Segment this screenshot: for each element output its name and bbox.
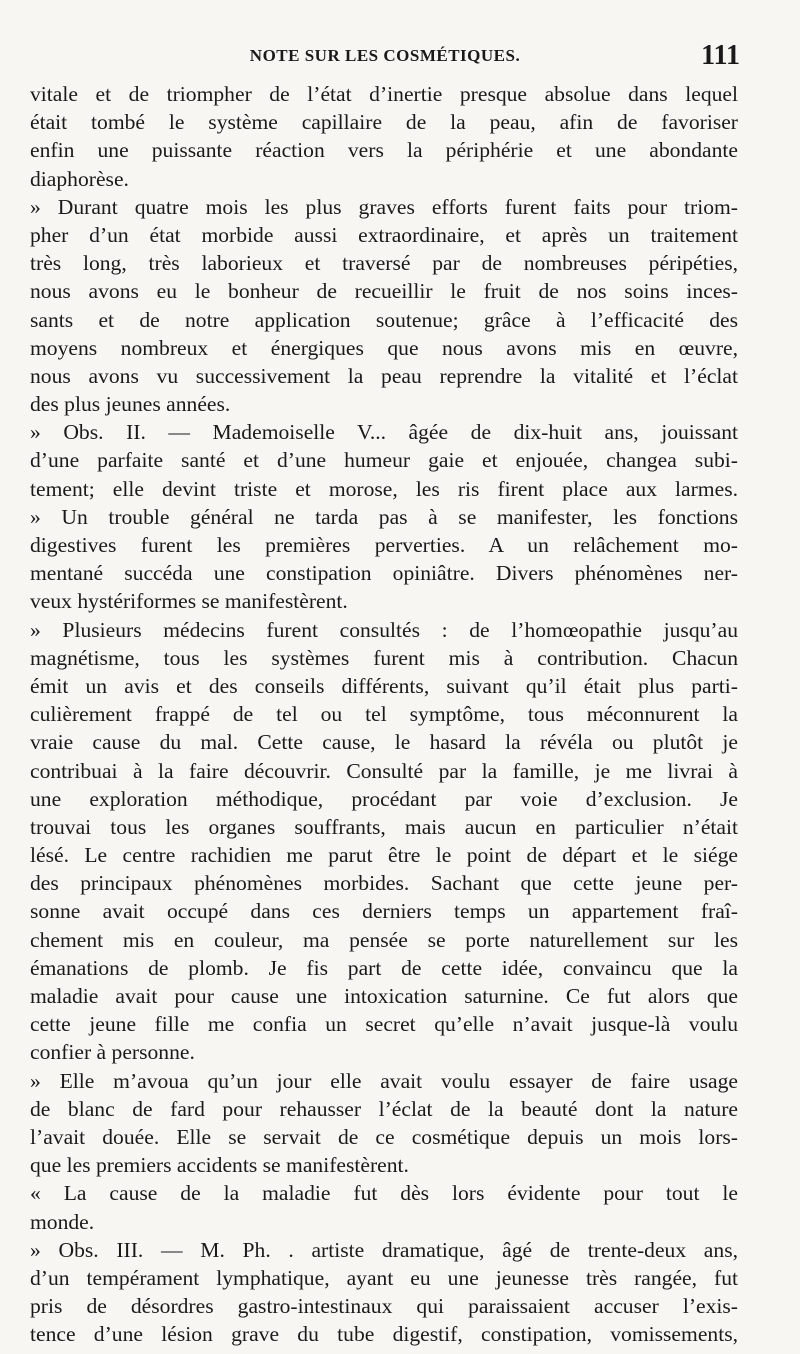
- text-line: » Obs. III. — M. Ph. . artiste dramatique, âgé de trente-deux ans,: [30, 1237, 738, 1262]
- text-line: culièrement frappé de tel ou tel symptôme, tous méconnurent la: [30, 702, 738, 727]
- text-line: chement mis en couleur, ma pensée se porte naturellement sur les: [30, 927, 738, 952]
- text-line: émanations de plomb. Je fis part de cette idée, convaincu que la: [30, 955, 738, 980]
- text-line: tence d’une lésion grave du tube digestif, constipation, vomissements,: [30, 1322, 738, 1347]
- text-line: » Durant quatre mois les plus graves efforts furent faits pour triom-: [30, 194, 738, 219]
- text-line: mentané succéda une constipation opiniâtre. Divers phénomènes ner-: [30, 561, 738, 586]
- text-line: nous avons vu successivement la peau reprendre la vitalité et l’éclat: [30, 363, 738, 388]
- text-line: moyens nombreux et énergiques que nous avons mis en œuvre,: [30, 335, 738, 360]
- text-line: très long, très laborieux et traversé par de nombreuses péripéties,: [30, 251, 738, 276]
- text-line: était tombé le système capillaire de la peau, afin de favoriser: [30, 110, 738, 135]
- text-line: pris de désordres gastro-intestinaux qui paraissaient accuser l’exis-: [30, 1294, 738, 1319]
- text-line: vraie cause du mal. Cette cause, le hasard la révéla ou plutôt je: [30, 730, 738, 755]
- text-line: » Un trouble général ne tarda pas à se manifester, les fonctions: [30, 504, 738, 529]
- text-line: d’une parfaite santé et d’une humeur gaie et enjouée, changea subi-: [30, 448, 738, 473]
- text-line: enfin une puissante réaction vers la périphérie et une abondante: [30, 138, 738, 163]
- text-line: vitale et de triompher de l’état d’inertie presque absolue dans lequel: [30, 82, 738, 106]
- text-line: lésé. Le centre rachidien me parut être le point de départ et le siége: [30, 843, 738, 868]
- text-line: » Obs. II. — Mademoiselle V... âgée de dix-huit ans, jouissant: [30, 420, 738, 445]
- body-text: [30, 80, 738, 1347]
- text-line: maladie avait pour cause une intoxication saturnine. Ce fut alors que: [30, 984, 738, 1008]
- text-line: émit un avis et des conseils différents, suivant qu’il était plus parti-: [30, 673, 738, 698]
- text-line: monde.: [30, 1209, 95, 1234]
- text-line: magnétisme, tous les systèmes furent mis à contribution. Chacun: [30, 645, 738, 670]
- text-line: » Elle m’avoua qu’un jour elle avait voulu essayer de faire usage: [30, 1068, 738, 1093]
- page-number: 111: [701, 40, 740, 71]
- text-line: d’un tempérament lymphatique, ayant eu une jeunesse très rangée, fut: [30, 1265, 738, 1290]
- text-line: cette jeune fille me confia un secret qu’elle n’avait jusque-là voulu: [30, 1012, 738, 1037]
- text-line: des principaux phénomènes morbides. Sachant que cette jeune per-: [30, 871, 738, 896]
- text-line: de blanc de fard pour rehausser l’éclat de la beauté dont la nature: [30, 1096, 738, 1121]
- running-title: NOTE SUR LES COSMÉTIQUES.: [249, 46, 521, 65]
- text-line: une exploration méthodique, procédant par voie d’exclusion. Je: [30, 786, 738, 811]
- text-line: l’avait douée. Elle se servait de ce cosmétique depuis un mois lors-: [30, 1124, 738, 1149]
- text-line: des plus jeunes années.: [30, 392, 231, 417]
- text-line: digestives furent les premières perverties. A un relâchement mo-: [30, 533, 738, 557]
- text-line: trouvai tous les organes souffrants, mais aucun en particulier n’était: [30, 814, 738, 839]
- text-line: contribuai à la faire découvrir. Consulté par la famille, je me livrai à: [30, 758, 738, 783]
- text-line: « La cause de la maladie fut dès lors évidente pour tout le: [30, 1181, 738, 1206]
- text-line: diaphorèse.: [30, 166, 129, 191]
- text-line: nous avons eu le bonheur de recueillir le fruit de nos soins inces-: [30, 279, 738, 304]
- running-head: [30, 40, 740, 76]
- text-line: tement; elle devint triste et morose, les ris firent place aux larmes.: [30, 476, 738, 501]
- text-line: sants et de notre application soutenue; grâce à l’efficacité des: [30, 307, 738, 332]
- text-line: pher d’un état morbide aussi extraordinaire, et après un traitement: [30, 222, 738, 247]
- text-line: que les premiers accidents se manifestèrent.: [30, 1153, 409, 1178]
- text-line: » Plusieurs médecins furent consultés : de l’homœopathie jusqu’au: [30, 617, 738, 642]
- text-line: sonne avait occupé dans ces derniers temps un appartement fraî-: [30, 899, 738, 924]
- text-line: confier à personne.: [30, 1040, 195, 1065]
- text-line: veux hystériformes se manifestèrent.: [30, 589, 348, 614]
